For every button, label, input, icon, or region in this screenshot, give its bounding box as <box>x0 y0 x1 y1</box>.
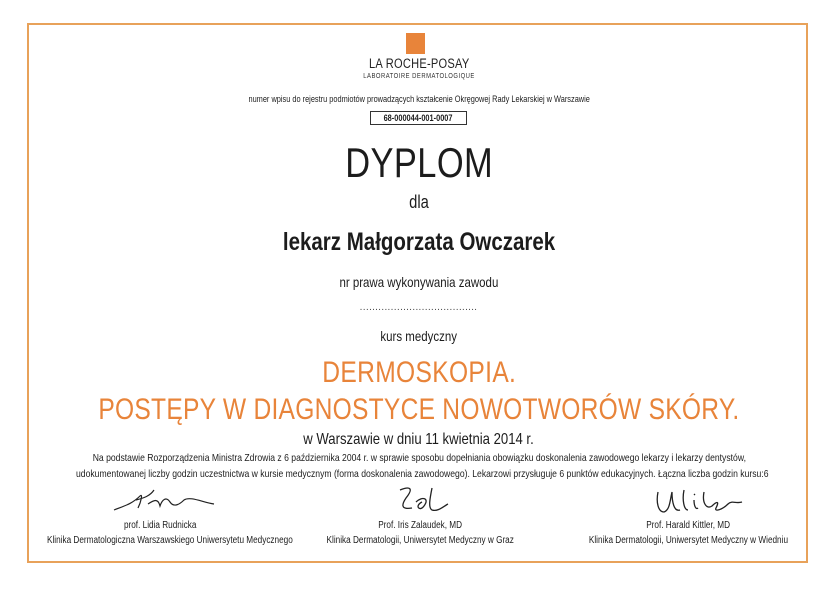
signer-3-name: Prof. Harald Kittler, MD <box>646 520 730 531</box>
signature-kittler <box>650 482 750 522</box>
recipient-name: lekarz Małgorzata Owczarek <box>282 228 556 256</box>
signer-2-name: Prof. Iris Zalaudek, MD <box>378 520 462 531</box>
signature-rudnicka <box>110 484 220 518</box>
signer-1-name: prof. Lidia Rudnicka <box>123 520 197 531</box>
course-title-line-2: POSTĘPY W DIAGNOSTYCE NOWOTWORÓW SKÓRY. <box>98 393 740 426</box>
license-label: nr prawa wykonywania zawodu <box>339 274 499 290</box>
legal-text-line-2: udokumentowanej liczby godzin uczestnictwa w kursie medycznym (forma doskonalenia zawodowego). Lekarzowi przysługuje 6 punktów edukacyjnych. Łączna liczba godzin kursu:6 <box>76 468 769 480</box>
signer-3-affiliation: Klinika Dermatologii, Uniwersytet Medyczny w Wiedniu <box>588 535 788 546</box>
issue-date: w Warszawie w dniu 11 kwietnia 2014 r. <box>303 431 535 448</box>
brand-subtitle: LABORATOIRE DERMATOLOGIQUE <box>363 71 475 80</box>
license-value: ...................................... <box>360 302 478 313</box>
signature-zalaudek <box>392 482 462 520</box>
brand-logo-square <box>406 33 425 54</box>
diploma-title: DYPLOM <box>345 139 493 186</box>
signer-2-affiliation: Klinika Dermatologii, Uniwersytet Medyczny w Graz <box>326 535 514 546</box>
for-label: dla <box>409 192 429 212</box>
course-title-line-1: DERMOSKOPIA. <box>322 356 516 389</box>
course-label: kurs medyczny <box>380 328 458 344</box>
brand-name: LA ROCHE-POSAY <box>368 56 470 71</box>
registry-number: 68-000044-001-0007 <box>370 111 467 125</box>
registry-text: numer wpisu do rejestru podmiotów prowadzących kształcenie Okręgowej Rady Lekarskiej w Warszawie <box>248 94 590 104</box>
signer-1-affiliation: Klinika Dermatologiczna Warszawskiego Uniwersytetu Medycznego <box>46 535 293 546</box>
legal-text-line-1: Na podstawie Rozporządzenia Ministra Zdrowia z 6 października 2004 r. w sprawie sposobu dopełniania obowiązku doskonalenia zawodowego lekarzy i lekarzy dentystów, <box>92 452 746 464</box>
